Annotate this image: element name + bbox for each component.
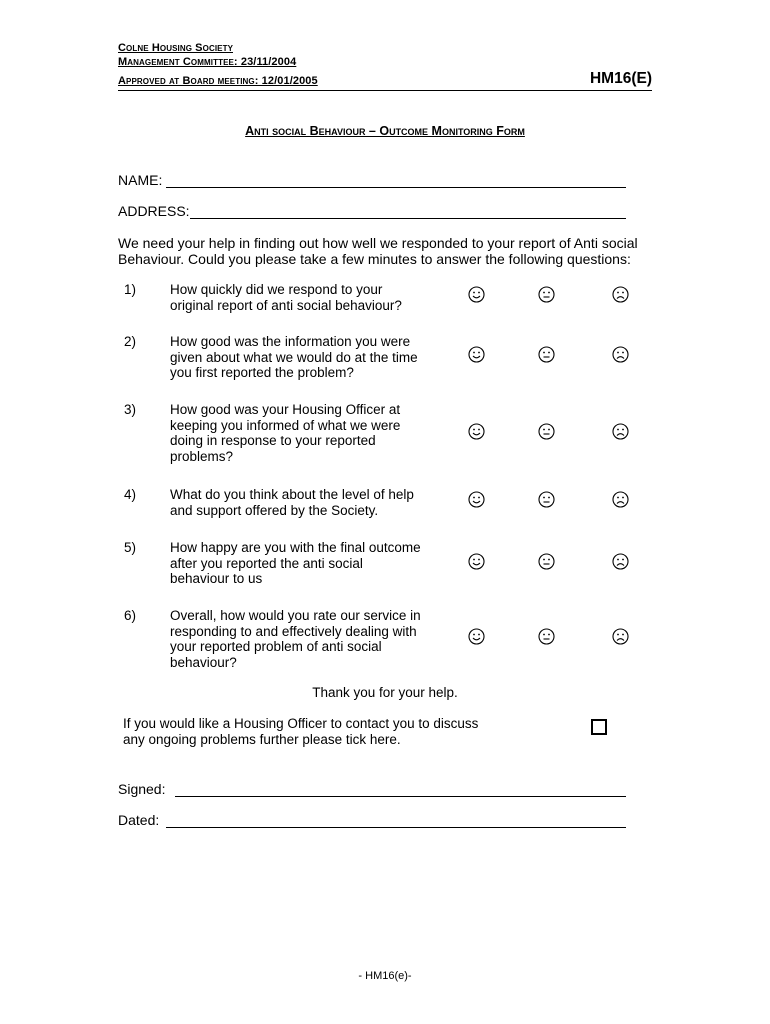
question-text xyxy=(170,334,445,381)
question-line: behaviour to us xyxy=(170,571,263,586)
contact-line-2: any ongoing problems further please tick here. xyxy=(123,732,401,747)
signed-label: Signed: xyxy=(118,781,166,797)
dated-line[interactable] xyxy=(166,827,626,828)
question-line: your reported problem of anti social xyxy=(170,639,382,654)
address-line[interactable] xyxy=(190,218,626,219)
society-name: Colne Housing Society xyxy=(118,42,233,54)
neutral-face-icon[interactable] xyxy=(538,286,555,303)
question-line: What do you think about the level of help xyxy=(170,487,414,502)
happy-face-icon[interactable] xyxy=(468,423,485,440)
neutral-face-icon[interactable] xyxy=(538,628,555,645)
sad-face-icon[interactable] xyxy=(612,491,629,508)
question-text xyxy=(170,608,445,670)
neutral-face-icon[interactable] xyxy=(538,346,555,363)
question-text xyxy=(170,487,445,518)
question-line: behaviour? xyxy=(170,654,237,670)
intro-line-2: Behaviour. Could you please take a few minutes to answer the following questions: xyxy=(118,251,631,267)
question-text xyxy=(170,282,445,313)
signed-line[interactable] xyxy=(175,796,626,797)
contact-line-1: If you would like a Housing Officer to contact you to discuss xyxy=(123,716,479,731)
question-line: How good was the information you were xyxy=(170,334,411,349)
question-number: 2) xyxy=(124,334,137,349)
question-text xyxy=(170,402,445,464)
question-line: you first reported the problem? xyxy=(170,365,354,380)
intro-line-1: We need your help in finding out how well we responded to your report of Anti social xyxy=(118,235,638,251)
name-label: NAME: xyxy=(118,172,163,188)
approval-line xyxy=(118,70,652,91)
question-line: problems? xyxy=(170,448,234,464)
intro-text xyxy=(118,235,658,267)
question-line: Overall, how would you rate our service in xyxy=(170,608,421,623)
committee-date: Management Committee: 23/11/2004 xyxy=(118,56,297,68)
question-line: How quickly did we respond to your xyxy=(170,282,383,297)
question-number: 3) xyxy=(124,402,137,417)
happy-face-icon[interactable] xyxy=(468,553,485,570)
form-code: HM16(E) xyxy=(589,70,652,87)
question-line: after you reported the anti social xyxy=(170,555,363,571)
address-label: ADDRESS: xyxy=(118,203,190,219)
name-line[interactable] xyxy=(166,187,626,188)
sad-face-icon[interactable] xyxy=(612,286,629,303)
question-line: and support offered by the Society. xyxy=(170,502,379,518)
dated-label: Dated: xyxy=(118,812,160,828)
question-line: How happy are you with the final outcome xyxy=(170,540,421,555)
neutral-face-icon[interactable] xyxy=(538,423,555,440)
question-line: How good was your Housing Officer at xyxy=(170,402,401,417)
contact-request-text xyxy=(123,716,543,748)
happy-face-icon[interactable] xyxy=(468,286,485,303)
neutral-face-icon[interactable] xyxy=(538,553,555,570)
sad-face-icon[interactable] xyxy=(612,553,629,570)
happy-face-icon[interactable] xyxy=(468,628,485,645)
sad-face-icon[interactable] xyxy=(612,628,629,645)
question-number: 6) xyxy=(124,608,137,623)
approval-date: Approved at Board meeting: 12/01/2005 xyxy=(118,75,318,87)
page-footer: - HM16(e)- xyxy=(358,970,412,982)
question-text xyxy=(170,540,445,587)
neutral-face-icon[interactable] xyxy=(538,491,555,508)
question-line: given about what we would do at the time xyxy=(170,349,418,365)
happy-face-icon[interactable] xyxy=(468,491,485,508)
question-line: responding to and effectively dealing with xyxy=(170,623,417,639)
sad-face-icon[interactable] xyxy=(612,346,629,363)
sad-face-icon[interactable] xyxy=(612,423,629,440)
question-line: original report of anti social behaviour? xyxy=(170,297,402,313)
happy-face-icon[interactable] xyxy=(468,346,485,363)
question-number: 4) xyxy=(124,487,137,502)
contact-tick-checkbox[interactable] xyxy=(591,719,607,735)
question-number: 5) xyxy=(124,540,137,555)
form-title: Anti social Behaviour – Outcome Monitoring Form xyxy=(245,124,525,138)
thank-you-text: Thank you for your help. xyxy=(312,685,458,700)
question-line: keeping you informed of what we were xyxy=(170,417,401,433)
question-number: 1) xyxy=(124,282,137,297)
question-line: doing in response to your reported xyxy=(170,433,376,448)
